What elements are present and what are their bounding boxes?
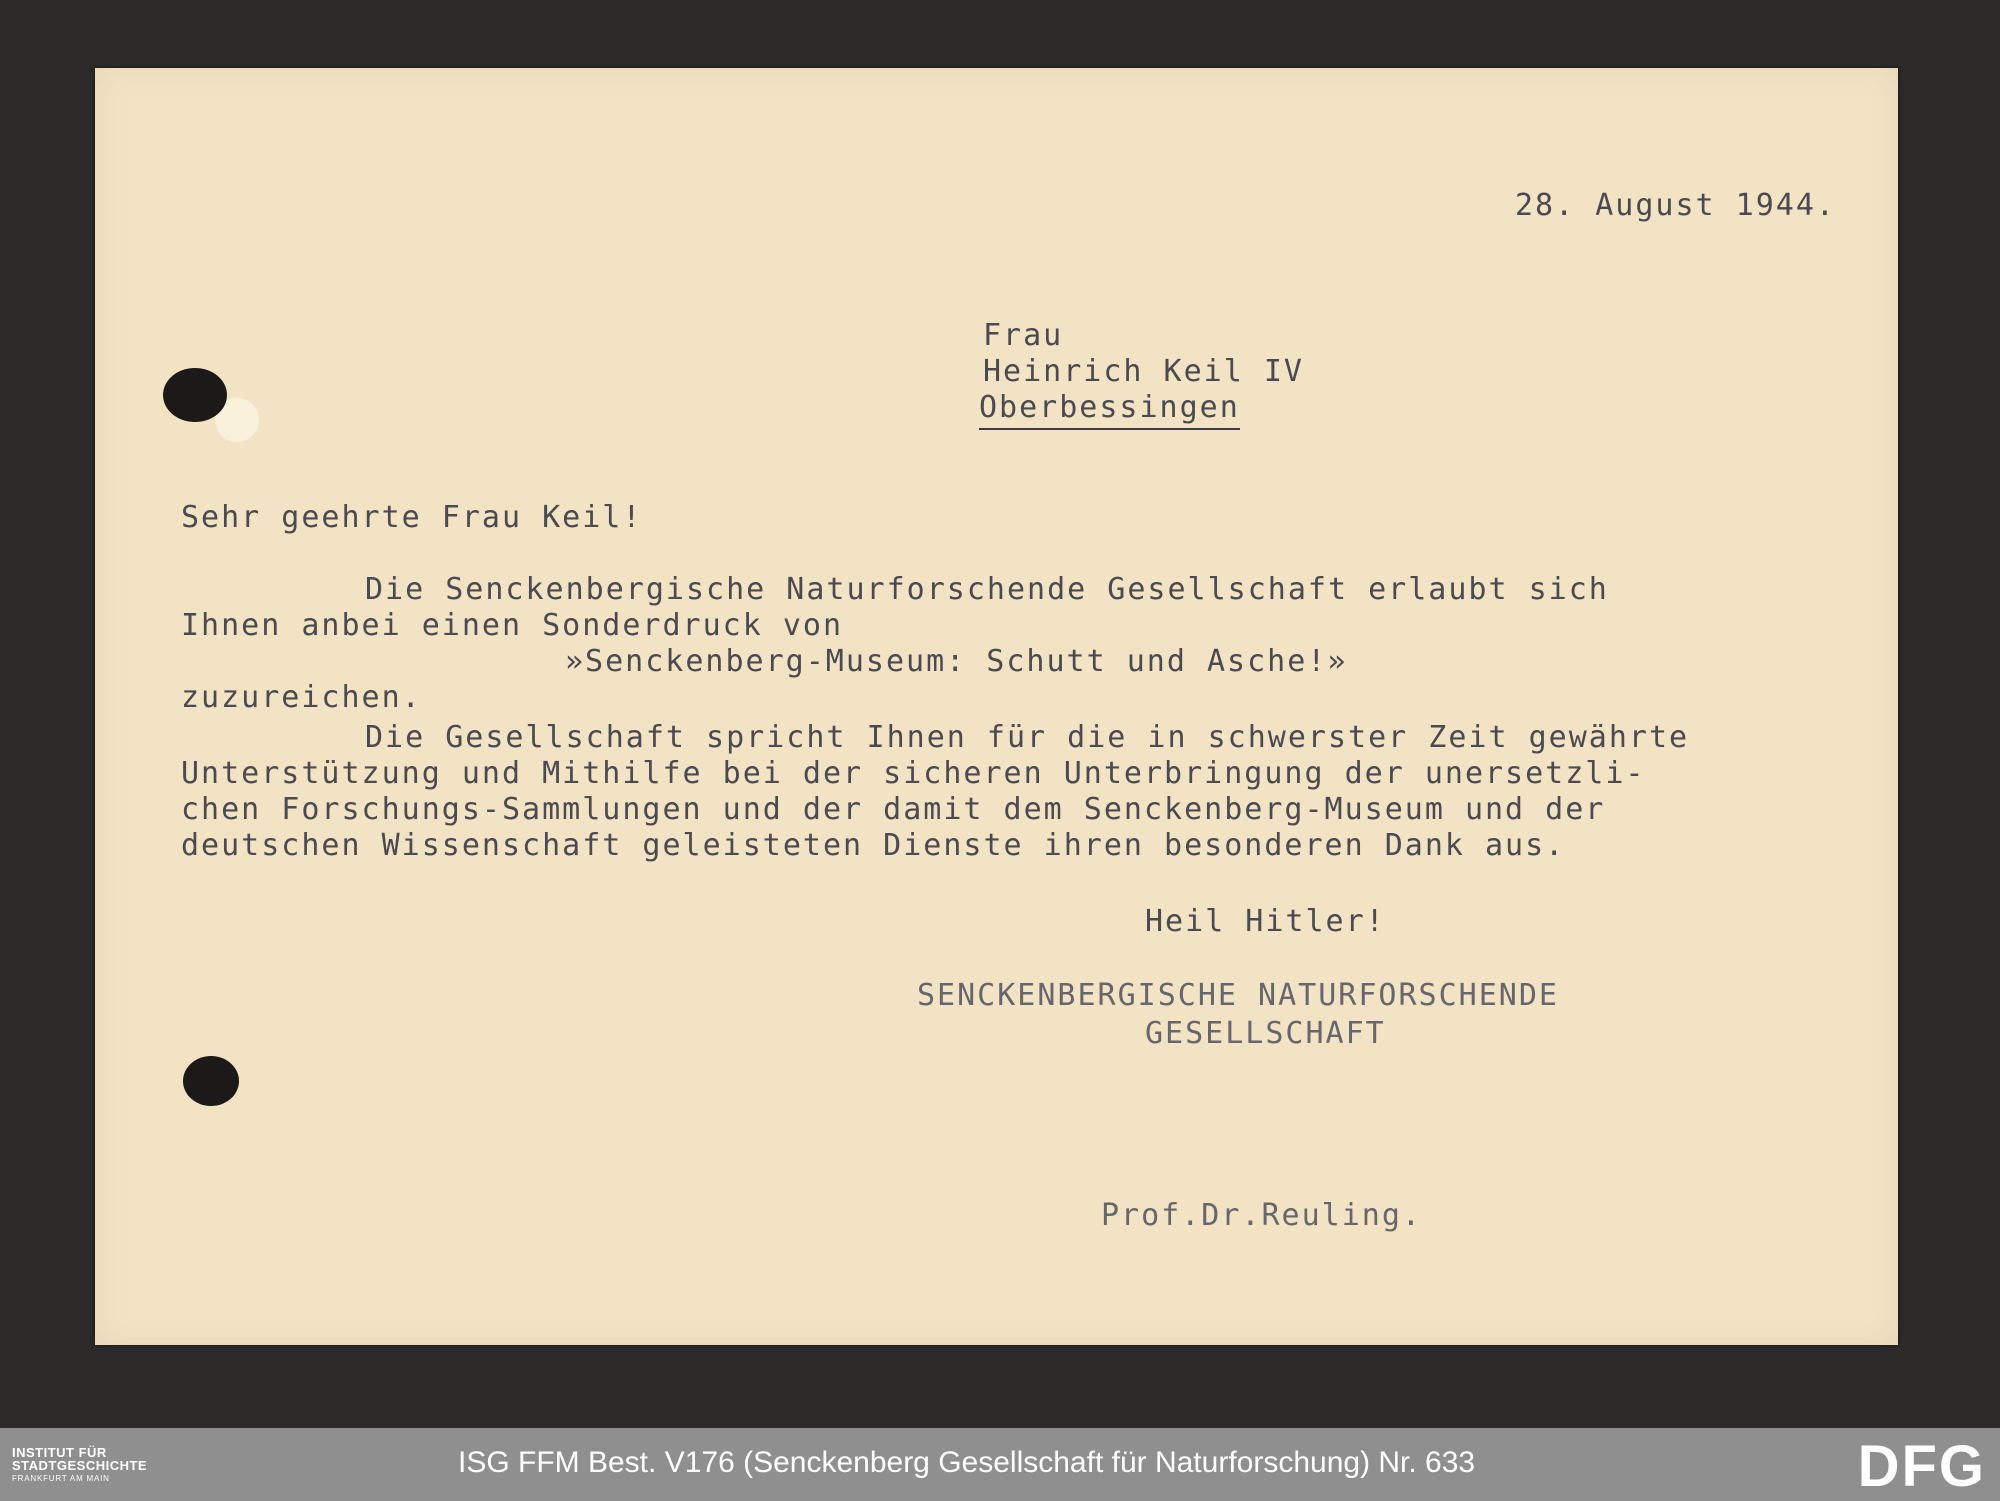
recipient-line-3: Oberbessingen <box>979 390 1240 430</box>
dfg-logo: DFG <box>1857 1434 1986 1499</box>
body-line-4: zuzureichen. <box>181 680 422 715</box>
punch-hole-bottom <box>183 1056 239 1106</box>
archive-footer-bar <box>0 1428 2000 1501</box>
signature: Prof.Dr.Reuling. <box>1101 1198 1422 1233</box>
body-line-2: Ihnen anbei einen Sonderdruck von <box>181 608 844 643</box>
closing: Heil Hitler! <box>1145 904 1386 939</box>
institute-logo <box>12 1446 147 1485</box>
punch-hole-top <box>163 368 227 422</box>
institute-line-3: FRANKFURT AM MAIN <box>12 1474 110 1483</box>
recipient-line-2: Heinrich Keil IV <box>983 354 1304 389</box>
sender-line-2: GESELLSCHAFT <box>1145 1016 1386 1051</box>
body-line-6: Unterstützung und Mithilfe bei der sicheren Unterbringung der unersetzli- <box>181 756 1646 791</box>
archive-caption: ISG FFM Best. V176 (Senckenberg Gesellschaft für Naturforschung) Nr. 633 <box>458 1446 1476 1479</box>
body-line-3: »Senckenberg-Museum: Schutt und Asche!» <box>565 644 1348 679</box>
institute-line-2: STADTGESCHICHTE <box>12 1458 148 1473</box>
body-line-7: chen Forschungs-Sammlungen und der damit dem Senckenberg-Museum und der <box>181 792 1606 827</box>
body-line-5: Die Gesellschaft spricht Ihnen für die in schwerster Zeit gewährte <box>365 720 1690 755</box>
institute-line-1: INSTITUT FÜR <box>12 1445 107 1460</box>
letter-paper <box>95 68 1898 1345</box>
body-line-1: Die Senckenbergische Naturforschende Gesellschaft erlaubt sich <box>365 572 1609 607</box>
sender-line-1: SENCKENBERGISCHE NATURFORSCHENDE <box>917 978 1559 1013</box>
salutation: Sehr geehrte Frau Keil! <box>181 500 643 535</box>
body-line-8: deutschen Wissenschaft geleisteten Dienste ihren besonderen Dank aus. <box>181 828 1566 863</box>
recipient-line-1: Frau <box>983 318 1064 353</box>
letter-date: 28. August 1944. <box>1515 188 1836 223</box>
